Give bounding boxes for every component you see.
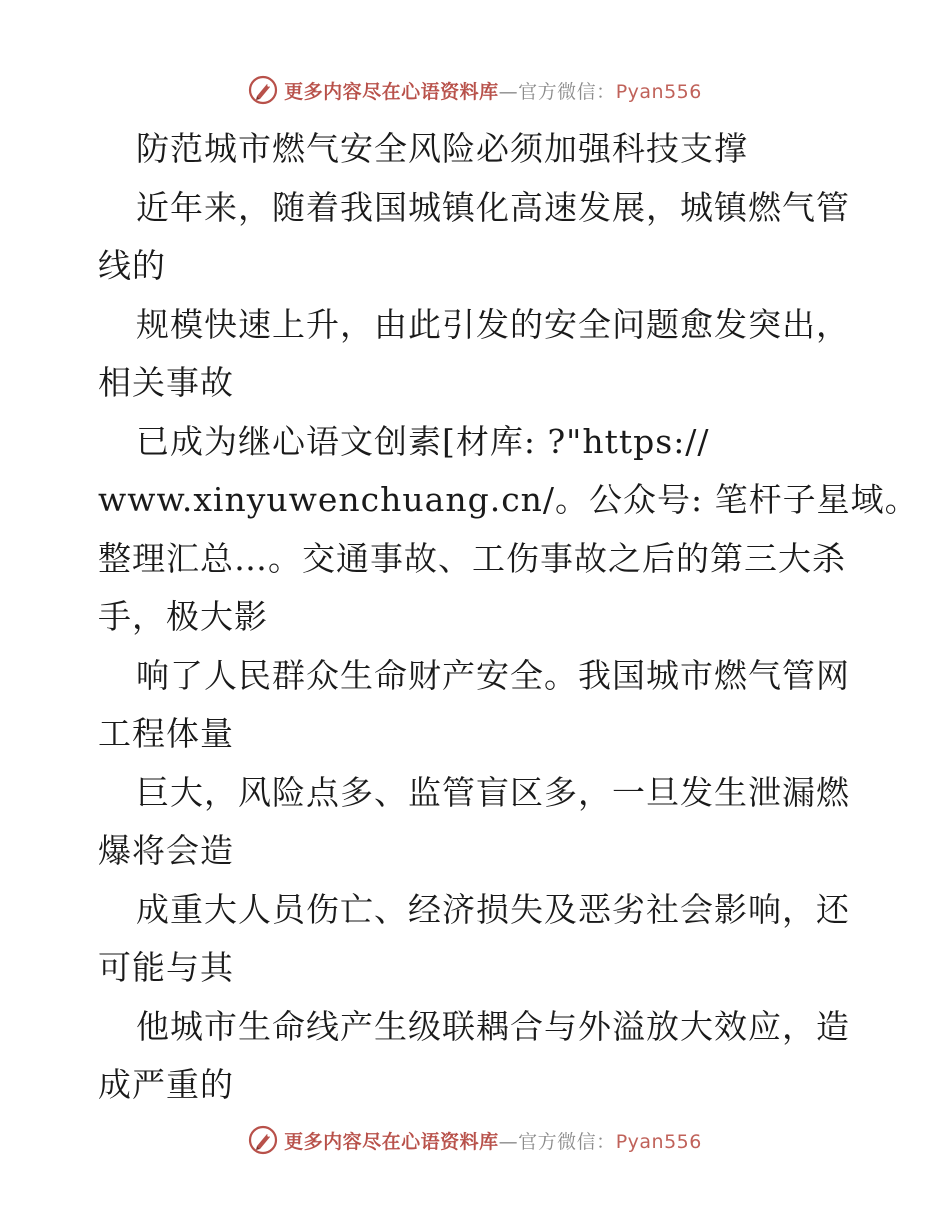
text-line: 爆将会造 — [98, 831, 234, 870]
text-line: 他城市生命线产生级联耦合与外溢放大效应，造 — [136, 1006, 850, 1046]
text-line: www.xinyuwenchuang.cn/。公众号: 笔杆子星域。 — [98, 480, 919, 519]
header-watermark-banner — [0, 70, 950, 110]
text-line: 已成为继心语文创素[材库: ?"https:// — [136, 421, 710, 461]
text-line: 近年来，随着我国城镇化高速发展，城镇燃气管 — [136, 187, 850, 227]
banner-wechat-label: 官方微信： — [518, 80, 616, 103]
document-body — [98, 120, 919, 1115]
banner-dash: — — [498, 80, 519, 103]
banner-site-name: 更多内容尽在心语资料库 — [284, 80, 499, 103]
footer-watermark-banner — [0, 1120, 950, 1160]
banner-text — [284, 1127, 702, 1154]
text-line: 整理汇总…。交通事故、工伤事故之后的第三大杀 — [98, 538, 846, 578]
text-line: 响了人民群众生命财产安全。我国城市燃气管网 — [136, 655, 850, 695]
pen-logo-icon — [248, 1125, 278, 1155]
text-line: 规模快速上升，由此引发的安全问题愈发突出， — [136, 304, 850, 344]
banner-wechat-id: Pyan556 — [615, 80, 702, 103]
text-line: 巨大，风险点多、监管盲区多，一旦发生泄漏燃 — [136, 772, 850, 812]
text-line: 成严重的 — [98, 1065, 234, 1104]
text-line: 成重大人员伤亡、经济损失及恶劣社会影响，还 — [136, 889, 850, 929]
text-line: 相关事故 — [98, 363, 234, 402]
text-line: 可能与其 — [98, 948, 234, 987]
text-line: 手，极大影 — [98, 597, 268, 636]
text-line: 工程体量 — [98, 714, 234, 753]
banner-site-name: 更多内容尽在心语资料库 — [284, 1130, 499, 1153]
document-title: 防范城市燃气安全风险必须加强科技支撑 — [136, 129, 748, 168]
banner-wechat-id: Pyan556 — [615, 1130, 702, 1153]
text-line: 线的 — [98, 246, 166, 285]
banner-dash: — — [498, 1130, 519, 1153]
banner-wechat-label: 官方微信： — [518, 1130, 616, 1153]
pen-logo-icon — [248, 75, 278, 105]
banner-text — [284, 77, 702, 104]
